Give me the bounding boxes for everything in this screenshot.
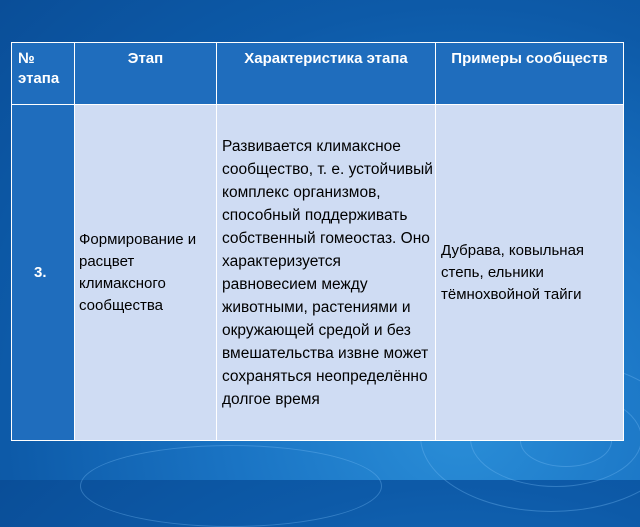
table-row: [12, 105, 624, 441]
cell-stage-number: 3.: [12, 105, 75, 441]
header-characteristic: Характеристика этапа: [217, 43, 436, 105]
header-examples: Примеры сообществ: [436, 43, 624, 105]
succession-stage-table: [11, 42, 624, 441]
table-header-row: [12, 43, 624, 105]
water-ripple-decoration: [80, 445, 382, 527]
header-stage-number: № этапа: [12, 43, 75, 105]
cell-examples: Дубрава, ковыльная степь, ельники тёмнохвойной тайги: [436, 105, 624, 441]
cell-characteristic: Развивается климаксное сообщество, т. е. устойчивый комплекс организмов, способный поддерживать собственный гомеостаз. Оно характеризуется равновесием между животными, растениями и окружающей средой и без вмешательства извне может сохраняться неопределённо долгое время: [217, 105, 436, 441]
header-stage: Этап: [75, 43, 217, 105]
cell-stage: Формирование и расцвет климаксного сообщества: [75, 105, 217, 441]
